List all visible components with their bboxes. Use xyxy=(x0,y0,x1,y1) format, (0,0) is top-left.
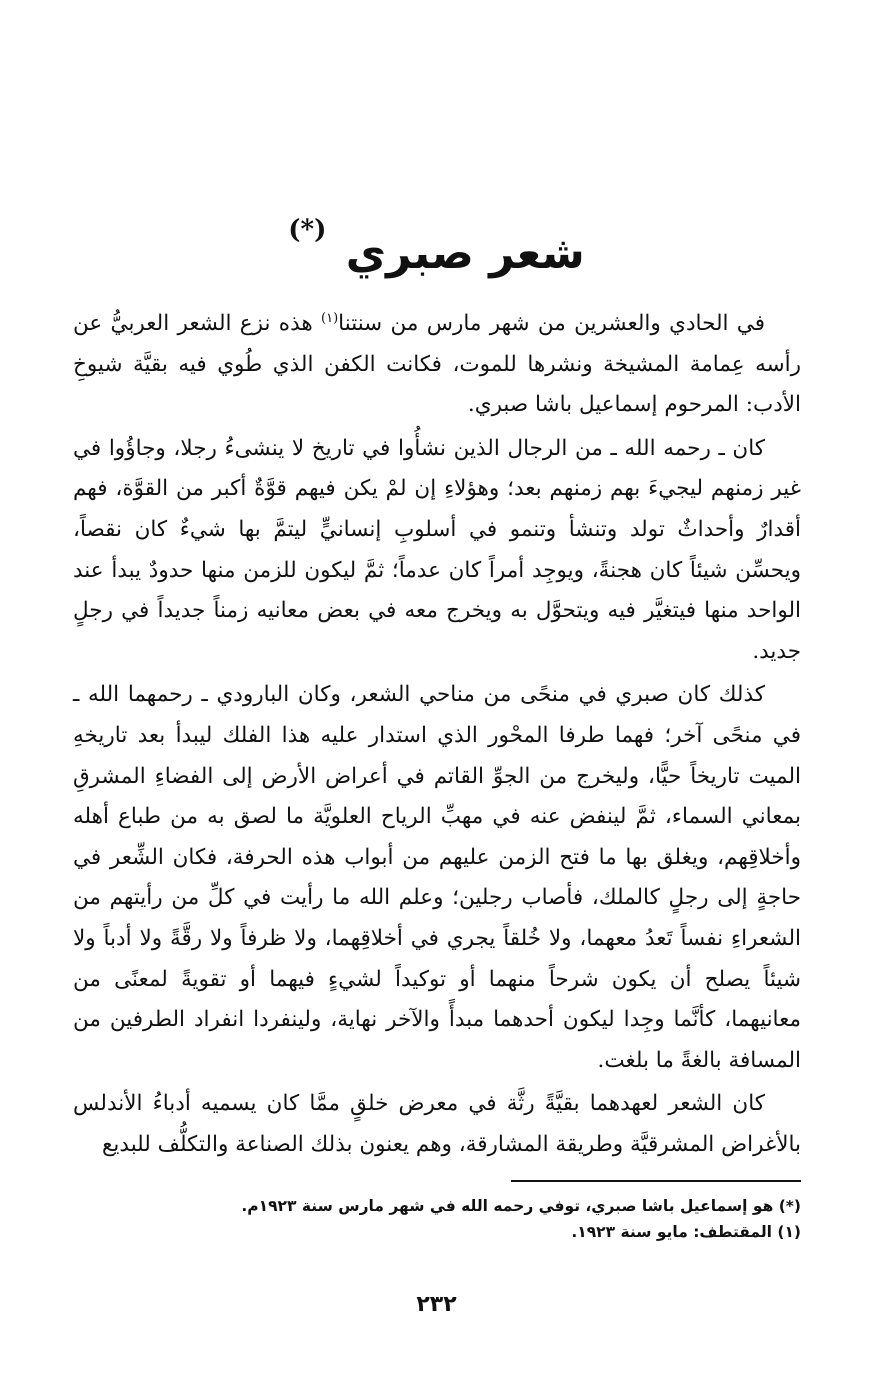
paragraph-1 xyxy=(73,304,801,426)
title-text: شعر صبري xyxy=(345,228,585,279)
paragraph-2: كان ـ رحمه الله ـ من الرجال الذين نشأُوا في تاريخ لا ينشىءُ رجلا، وجاؤُوا في غير زمنهم ليجيءَ بهم زمنهم بعد؛ وهؤلاءِ إن لمْ يكن فيهم قوَّةٌ أكبر من القوَّة، فهم أقدارٌ وأحداثٌ تولد وتنشأ وتنمو في أسلوبِ إنسانيٍّ ليتمَّ بها شيءٌ كان نقصاً، ويحسِّن شيئاً كان هجنةً، ويوجِد أمراً كان عدماً؛ ثمَّ ليكون للزمن منها حدودٌ يبدأ عند الواحد منها فيتغيَّر فيه ويتحوَّل به ويخرج معه في بعض معانيه زمناً جديداً في رجلٍ جديد. xyxy=(73,435,801,664)
title-footnote-mark: (*) xyxy=(288,215,327,245)
footnotes xyxy=(73,1193,801,1245)
paragraph-4: كان الشعر لعهدهما بقيَّةً رثَّة في معرض خلقٍ ممَّا كان يسميه أدباءُ الأندلس بالأغراض المشرقيَّة وطريقة المشارقة، وهم يعنون بذلك الصناعة والتكلُّف للبديع xyxy=(73,1091,801,1157)
footnote-1: (١) المقتطف: مايو سنة ١٩٢٣. xyxy=(571,1223,801,1241)
paragraph-3: كذلك كان صبري في منحًى من مناحي الشعر، وكان البارودي ـ رحمهما الله ـ في منحًى آخر؛ فهما طرفا المحْور الذي استدار عليه هذا الفلك ليبدأ بعد تاريخهِ الميت تاريخاً حيًّا، وليخرج من الجوِّ القاتم في أعراض الأرض إلى الفضاءِ المشرقِ بمعاني السماء، ثمَّ لينفض عنه في مهبِّ الرياح العلويَّة ما لصق به من طباع أهله وأخلاقِهم، ويغلق بها ما فتح الزمن عليهم من أبواب هذه الحرفة، فكان الشِّعر في حاجةٍ إلى رجلٍ كالملك، فأصاب رجلين؛ وعلم الله ما رأيت في كلِّ من رأيتهم من الشعراءِ نفساً تَعدُ معهما، ولا خُلقاً يجري في أخلاقِهما، ولا ظرفاً ولا رقَّةً ولا أدباً ولا شيئاً يصلح أن يكون شرحاً منهما أو توكيداً لشيءٍ فيهما أو تقويةً لمعنًى من معانيهما، كأنَّما وجِدا ليكون أحدهما مبدأً والآخر نهاية، ولينفردا انفراد الطرفين من المسافة بالغةً ما بلغت. xyxy=(73,682,801,1073)
paragraph-1-start: في الحادي والعشرين من شهر مارس من سنتنا xyxy=(338,311,766,336)
body-text xyxy=(73,304,801,1168)
paragraph-1-end: هذه نزع الشعر العربيُّ عن رأسه عِمامة المشيخة ونشرها للموت، فكانت الكفن الذي طُوي فيه بقيَّة شيوخِ الأدب: المرحوم إسماعيل باشا صبري. xyxy=(73,311,801,418)
footnote-star: (*) هو إسماعيل باشا صبري، توفي رحمه الله في شهر مارس سنة ١٩٢٣م. xyxy=(241,1197,801,1215)
page-number: ٢٣٢ xyxy=(416,1292,457,1317)
page-title xyxy=(288,200,585,284)
footnote-ref-1: (١) xyxy=(321,310,339,326)
footnote-divider xyxy=(511,1180,801,1182)
title-block xyxy=(0,200,873,284)
